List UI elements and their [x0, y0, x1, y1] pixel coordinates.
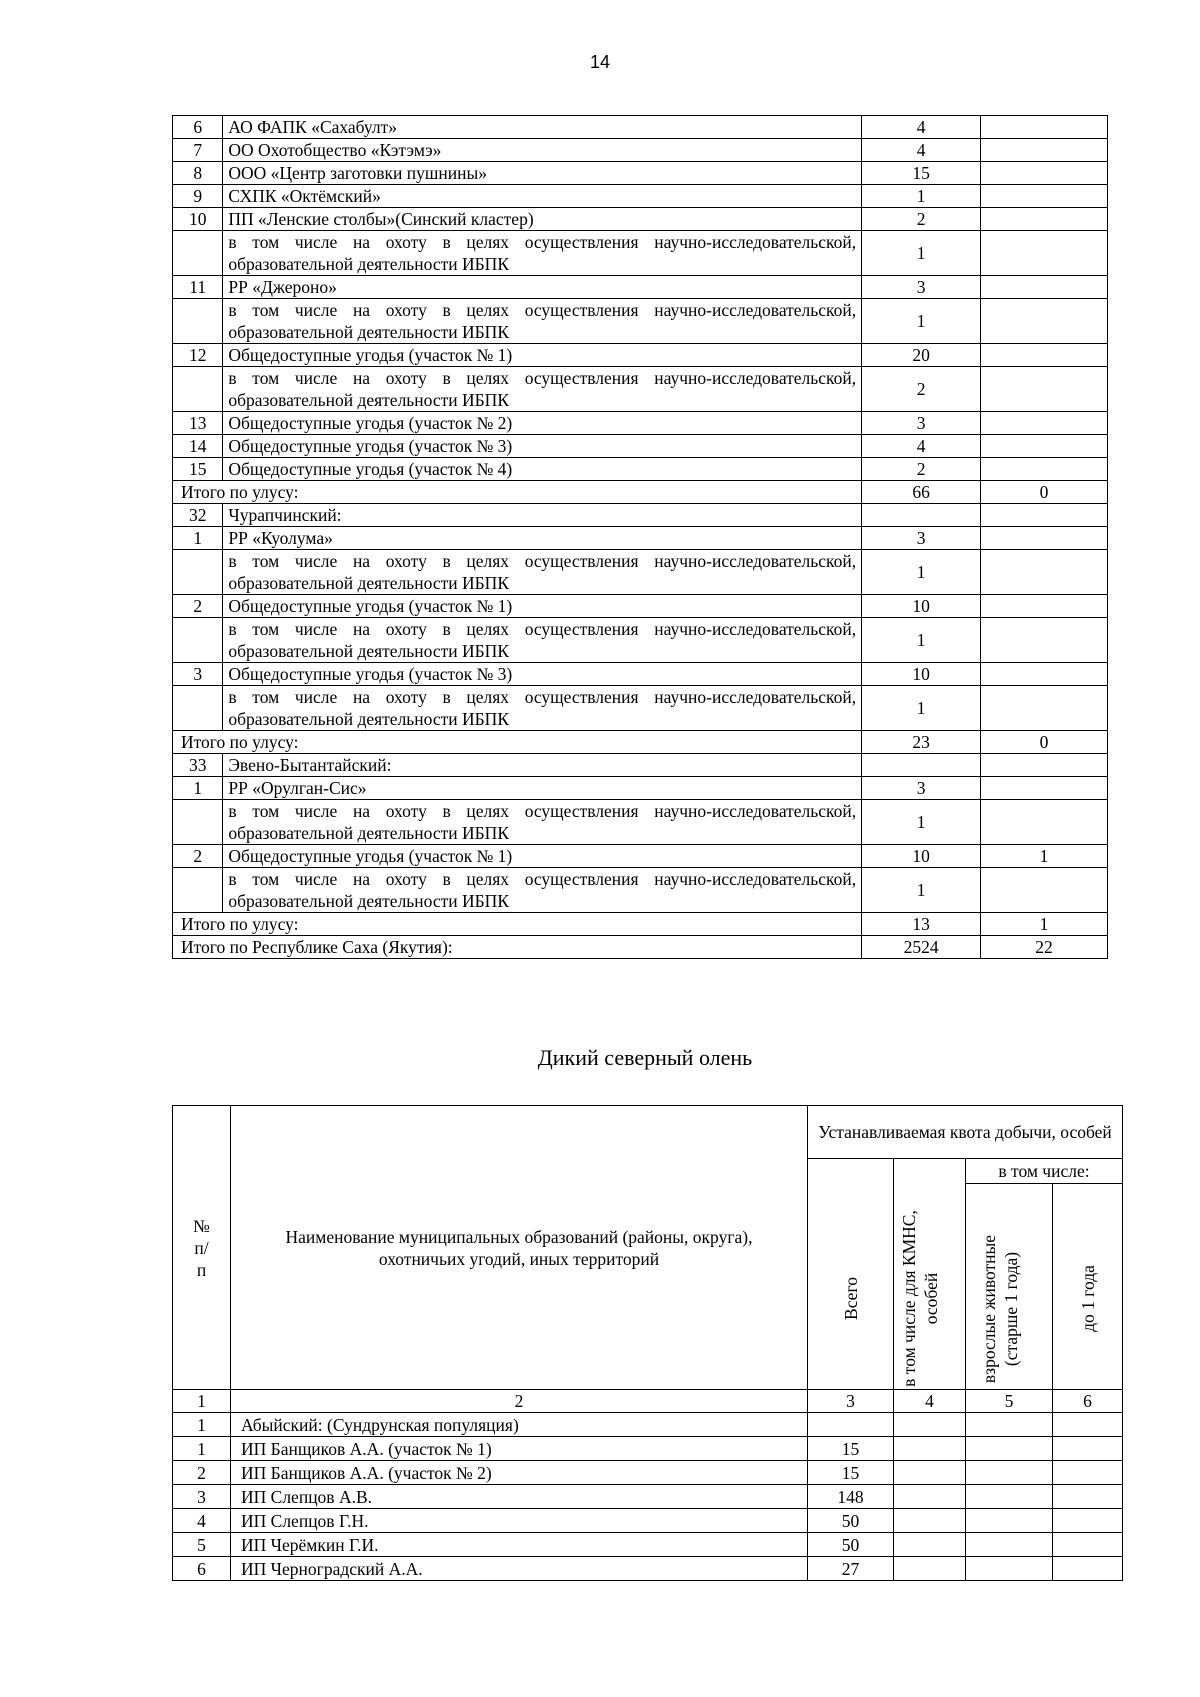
- row-name: в том числе на охоту в целях осуществления научно-исследовательской, образовательной деятельности ИБПК: [223, 686, 862, 731]
- row-number: 9: [173, 185, 223, 208]
- row-kmns: [981, 550, 1108, 595]
- row-total: 15: [808, 1461, 894, 1485]
- row-total: 1: [862, 800, 981, 845]
- row-number: 1: [173, 777, 223, 800]
- row-name: в том числе на охоту в целях осуществления научно-исследовательской, образовательной деятельности ИБПК: [223, 868, 862, 913]
- row-name: АО ФАПК «Сахабулт»: [223, 116, 862, 139]
- row-total: 50: [808, 1533, 894, 1557]
- table-row: [173, 344, 1108, 367]
- row-total: 1: [862, 231, 981, 276]
- row-kmns: [981, 527, 1108, 550]
- row-number: 1: [173, 527, 223, 550]
- row-kmns: [981, 504, 1108, 527]
- row-young: [1053, 1437, 1123, 1461]
- row-number: 15: [173, 458, 223, 481]
- row-kmns: [894, 1437, 966, 1461]
- row-number: [173, 800, 223, 845]
- row-kmns: 1: [981, 913, 1108, 936]
- row-young: [1053, 1557, 1123, 1581]
- row-number: 6: [173, 1557, 231, 1581]
- row-total: 3: [862, 412, 981, 435]
- table-row: [173, 1461, 1123, 1485]
- header-young: до 1 года: [1053, 1184, 1123, 1390]
- header-incl: в том числе:: [966, 1159, 1123, 1184]
- row-kmns: [981, 367, 1108, 412]
- column-number: 2: [231, 1390, 808, 1413]
- row-total: 50: [808, 1509, 894, 1533]
- table-row: [173, 276, 1108, 299]
- row-total: 3: [862, 777, 981, 800]
- row-name: Общедоступные угодья (участок № 3): [223, 435, 862, 458]
- row-number: 3: [173, 663, 223, 686]
- row-name: ПП «Ленские столбы»(Синский кластер): [223, 208, 862, 231]
- row-number: 7: [173, 139, 223, 162]
- row-total: 1: [862, 185, 981, 208]
- row-name: в том числе на охоту в целях осуществления научно-исследовательской, образовательной деятельности ИБПК: [223, 800, 862, 845]
- table-row: [173, 1509, 1123, 1533]
- row-name: в том числе на охоту в целях осуществления научно-исследовательской, образовательной деятельности ИБПК: [223, 299, 862, 344]
- header-num: № п/п: [173, 1106, 231, 1390]
- table-row: [173, 845, 1108, 868]
- row-number: [173, 367, 223, 412]
- table-row: [173, 504, 1108, 527]
- row-name: ООО «Центр заготовки пушнины»: [223, 162, 862, 185]
- page-number: 14: [589, 52, 611, 72]
- row-kmns: [981, 663, 1108, 686]
- row-adult: [966, 1413, 1053, 1437]
- row-total: 1: [862, 868, 981, 913]
- row-young: [1053, 1413, 1123, 1437]
- row-name: Эвено-Бытантайский:: [223, 754, 862, 777]
- row-total: 23: [862, 731, 981, 754]
- row-name: в том числе на охоту в целях осуществления научно-исследовательской, образовательной деятельности ИБПК: [223, 231, 862, 276]
- table-row: [173, 1413, 1123, 1437]
- row-kmns: [981, 299, 1108, 344]
- table-row: [173, 777, 1108, 800]
- row-kmns: [981, 868, 1108, 913]
- row-number: 6: [173, 116, 223, 139]
- row-number: [173, 618, 223, 663]
- table-row: [173, 299, 1108, 344]
- row-total: 148: [808, 1485, 894, 1509]
- row-total: 4: [862, 435, 981, 458]
- row-total: 10: [862, 845, 981, 868]
- table-row: [173, 527, 1108, 550]
- row-kmns: [894, 1413, 966, 1437]
- table-row: [173, 754, 1108, 777]
- total-label: Итого по улусу:: [173, 731, 862, 754]
- row-number: 1: [173, 1437, 231, 1461]
- row-name: ИП Слепцов Г.Н.: [231, 1509, 808, 1533]
- row-kmns: [981, 618, 1108, 663]
- row-kmns: 1: [981, 845, 1108, 868]
- header-row-1: [173, 1106, 1123, 1159]
- row-name: в том числе на охоту в целях осуществления научно-исследовательской, образовательной деятельности ИБПК: [223, 367, 862, 412]
- row-kmns: [981, 777, 1108, 800]
- column-number: 1: [173, 1390, 231, 1413]
- row-young: [1053, 1485, 1123, 1509]
- row-number: [173, 868, 223, 913]
- table-row: [173, 162, 1108, 185]
- row-name: РР «Куолума»: [223, 527, 862, 550]
- row-kmns: [981, 162, 1108, 185]
- row-name: РР «Орулган-Сис»: [223, 777, 862, 800]
- row-number: 32: [173, 504, 223, 527]
- total-row: [173, 731, 1108, 754]
- table-row: [173, 800, 1108, 845]
- total-label: Итого по улусу:: [173, 913, 862, 936]
- quota-table-continued: [172, 115, 1108, 959]
- row-name: Общедоступные угодья (участок № 1): [223, 344, 862, 367]
- row-kmns: [894, 1461, 966, 1485]
- row-name: ИП Черноградский А.А.: [231, 1557, 808, 1581]
- row-kmns: [981, 595, 1108, 618]
- row-total: 1: [862, 686, 981, 731]
- row-name: Чурапчинский:: [223, 504, 862, 527]
- row-name: Общедоступные угодья (участок № 1): [223, 845, 862, 868]
- row-kmns: [981, 231, 1108, 276]
- row-name: ИП Банщиков А.А. (участок № 1): [231, 1437, 808, 1461]
- row-number: 3: [173, 1485, 231, 1509]
- row-kmns: [981, 686, 1108, 731]
- table-row: [173, 231, 1108, 276]
- row-total: 2: [862, 208, 981, 231]
- total-row: [173, 936, 1108, 959]
- row-kmns: [981, 435, 1108, 458]
- table-row: [173, 435, 1108, 458]
- row-kmns: 22: [981, 936, 1108, 959]
- table-row: [173, 139, 1108, 162]
- row-name: Общедоступные угодья (участок № 1): [223, 595, 862, 618]
- total-label: Итого по улусу:: [173, 481, 862, 504]
- column-number: 5: [966, 1390, 1053, 1413]
- row-name: Общедоступные угодья (участок № 2): [223, 412, 862, 435]
- row-number: [173, 550, 223, 595]
- row-adult: [966, 1557, 1053, 1581]
- header-kmns: в том числе для КМНС, особей: [894, 1159, 966, 1390]
- row-kmns: [981, 754, 1108, 777]
- row-number: 33: [173, 754, 223, 777]
- header-name: Наименование муниципальных образований (районы, округа), охотничьих угодий, иных территорий: [231, 1106, 808, 1390]
- row-total: 2: [862, 458, 981, 481]
- row-total: 10: [862, 663, 981, 686]
- row-kmns: 0: [981, 481, 1108, 504]
- row-total: 15: [862, 162, 981, 185]
- row-number: 13: [173, 412, 223, 435]
- row-number: 1: [173, 1413, 231, 1437]
- row-number: [173, 231, 223, 276]
- row-kmns: [981, 116, 1108, 139]
- row-number: 2: [173, 845, 223, 868]
- table-row: [173, 1533, 1123, 1557]
- table-row: [173, 208, 1108, 231]
- row-total: [862, 754, 981, 777]
- reindeer-table-body: [173, 1413, 1123, 1581]
- header-adult: взрослые животные (старше 1 года): [966, 1184, 1053, 1390]
- row-kmns: [981, 139, 1108, 162]
- table-row: [173, 618, 1108, 663]
- table-row: [173, 458, 1108, 481]
- table-row: [173, 686, 1108, 731]
- row-number: 2: [173, 1461, 231, 1485]
- table-row: [173, 868, 1108, 913]
- row-adult: [966, 1437, 1053, 1461]
- column-number: 4: [894, 1390, 966, 1413]
- row-total: 3: [862, 527, 981, 550]
- section-title: Дикий северный олень: [537, 1045, 753, 1070]
- row-name: ИП Слепцов А.В.: [231, 1485, 808, 1509]
- row-adult: [966, 1533, 1053, 1557]
- row-young: [1053, 1461, 1123, 1485]
- table-row: [173, 1557, 1123, 1581]
- header-total: Всего: [808, 1159, 894, 1390]
- row-kmns: [981, 800, 1108, 845]
- row-name: СХПК «Октёмский»: [223, 185, 862, 208]
- row-name: РР «Джероно»: [223, 276, 862, 299]
- row-kmns: [894, 1485, 966, 1509]
- row-number: 10: [173, 208, 223, 231]
- row-young: [1053, 1533, 1123, 1557]
- table-row: [173, 595, 1108, 618]
- row-kmns: 0: [981, 731, 1108, 754]
- row-kmns: [981, 458, 1108, 481]
- row-number: 4: [173, 1509, 231, 1533]
- row-name: Общедоступные угодья (участок № 3): [223, 663, 862, 686]
- row-number: 14: [173, 435, 223, 458]
- row-total: 1: [862, 618, 981, 663]
- row-total: 27: [808, 1557, 894, 1581]
- table-row: [173, 185, 1108, 208]
- quota-table-body: [173, 116, 1108, 959]
- row-name: в том числе на охоту в целях осуществления научно-исследовательской, образовательной деятельности ИБПК: [223, 550, 862, 595]
- row-number: [173, 686, 223, 731]
- row-total: 4: [862, 116, 981, 139]
- row-total: 3: [862, 276, 981, 299]
- row-name: Общедоступные угодья (участок № 4): [223, 458, 862, 481]
- reindeer-quota-table: [172, 1105, 1123, 1581]
- row-adult: [966, 1509, 1053, 1533]
- row-total: 1: [862, 299, 981, 344]
- row-name: Абыйский: (Сундрунская популяция): [231, 1413, 808, 1437]
- row-kmns: [981, 185, 1108, 208]
- row-kmns: [981, 276, 1108, 299]
- row-number: 5: [173, 1533, 231, 1557]
- row-number: 11: [173, 276, 223, 299]
- row-kmns: [894, 1557, 966, 1581]
- table-row: [173, 663, 1108, 686]
- row-total: 15: [808, 1437, 894, 1461]
- row-total: 2524: [862, 936, 981, 959]
- row-number: 8: [173, 162, 223, 185]
- row-adult: [966, 1485, 1053, 1509]
- table-row: [173, 550, 1108, 595]
- row-total: 20: [862, 344, 981, 367]
- row-young: [1053, 1509, 1123, 1533]
- row-name: ИП Банщиков А.А. (участок № 2): [231, 1461, 808, 1485]
- total-row: [173, 481, 1108, 504]
- row-total: 13: [862, 913, 981, 936]
- table-row: [173, 116, 1108, 139]
- table-row: [173, 1437, 1123, 1461]
- row-kmns: [981, 344, 1108, 367]
- header-quota: Устанавливаемая квота добычи, особей: [808, 1106, 1123, 1159]
- column-number: 6: [1053, 1390, 1123, 1413]
- row-number: 2: [173, 595, 223, 618]
- row-total: 10: [862, 595, 981, 618]
- row-number: [173, 299, 223, 344]
- row-total: [862, 504, 981, 527]
- table-row: [173, 367, 1108, 412]
- row-total: 66: [862, 481, 981, 504]
- row-total: 2: [862, 367, 981, 412]
- row-kmns: [981, 412, 1108, 435]
- row-adult: [966, 1461, 1053, 1485]
- row-name: в том числе на охоту в целях осуществления научно-исследовательской, образовательной деятельности ИБПК: [223, 618, 862, 663]
- table-row: [173, 412, 1108, 435]
- row-total: 1: [862, 550, 981, 595]
- row-name: ИП Черёмкин Г.И.: [231, 1533, 808, 1557]
- row-kmns: [894, 1533, 966, 1557]
- row-kmns: [894, 1509, 966, 1533]
- column-number: 3: [808, 1390, 894, 1413]
- total-row: [173, 913, 1108, 936]
- table-row: [173, 1485, 1123, 1509]
- row-number: 12: [173, 344, 223, 367]
- row-kmns: [981, 208, 1108, 231]
- total-label: Итого по Республике Саха (Якутия):: [173, 936, 862, 959]
- row-total: [808, 1413, 894, 1437]
- row-total: 4: [862, 139, 981, 162]
- row-name: ОО Охотобщество «Кэтэмэ»: [223, 139, 862, 162]
